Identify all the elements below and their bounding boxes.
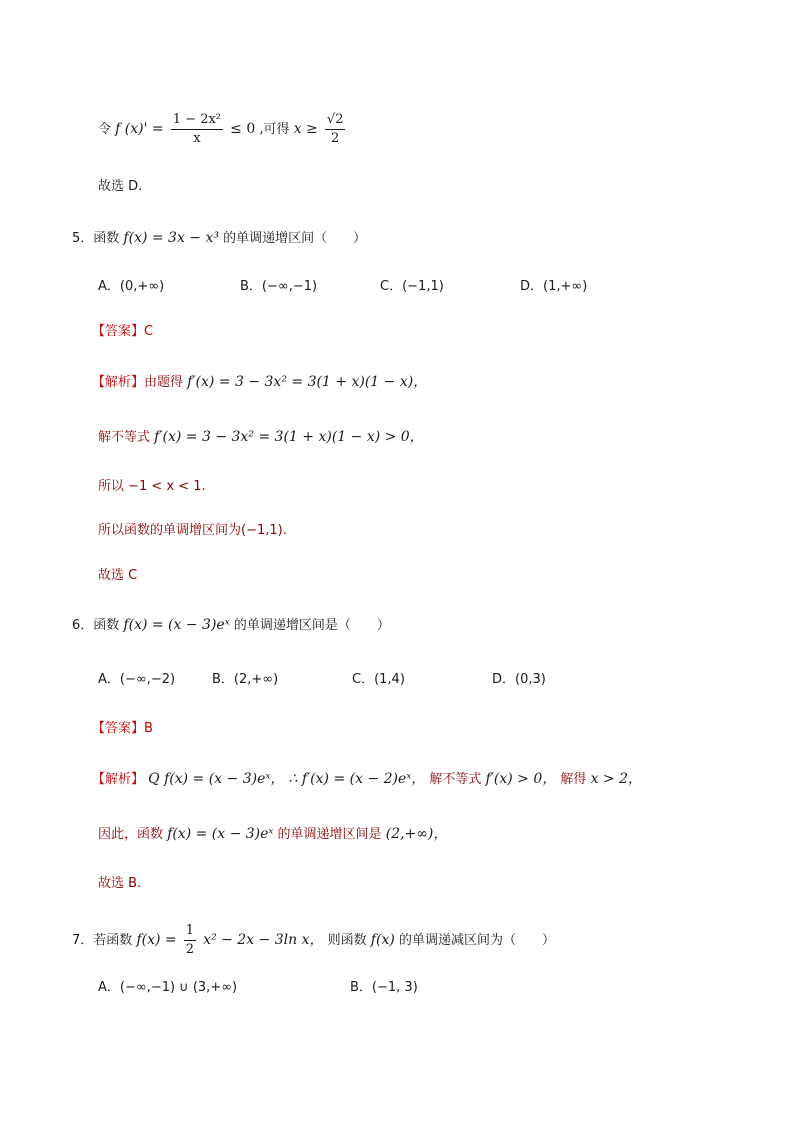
derivative-condition-line [98,112,348,147]
q5-option-a: A．(0,+∞) [98,279,165,294]
derivative-expr: f (x)' = [115,121,164,137]
q5-answer: 【答案】C [92,324,154,339]
q5-choose: 故选 C [98,568,138,583]
q6-sol1-c: 解不等式 [429,772,482,787]
q6-option-b: B．(2,+∞) [212,672,279,687]
q5-stem-expr: f(x) = 3x − x³ [123,230,219,246]
q5-option-c: C．(−1,1) [380,279,444,294]
q6-solution-line-2 [98,824,447,845]
q5-solution-line-2 [98,427,424,448]
q7-stem-f: f(x) = [136,932,177,948]
q5-solution-tag: 【解析】 [92,375,145,390]
q5-sol2-expr: f′(x) = 3 − 3x² = 3(1 + x)(1 − x) > 0， [154,429,424,445]
q7-stem [72,923,555,958]
q7-fraction-numerator: 1 [184,923,196,941]
q5-sol1-text: 由题得 [144,375,184,390]
q7-option-b: B．(−1, 3) [350,980,418,995]
q6-choose: 故选 B. [98,876,142,891]
q6-sol1-a: Q f(x) = (x − 3)eˣ， [148,771,285,787]
fraction-numerator: 1 − 2x² [171,112,223,130]
result-fraction [325,112,346,147]
q6-sol2-b: f(x) = (x − 3)eˣ [167,826,274,842]
q6-stem-pre: 6．函数 [72,618,120,633]
q6-option-a: A．(−∞,−2) [98,672,176,687]
q5-stem [72,228,366,249]
q6-stem-post: 的单调递增区间是（ ） [233,618,390,633]
q5-option-d: D．(1,+∞) [520,279,588,294]
q7-stem-pre: 7．若函数 [72,933,133,948]
q7-stem-mid: 则函数 [327,933,367,948]
q7-option-a: A．(−∞,−1) ∪ (3,+∞) [98,980,238,995]
q7-fraction-denominator: 2 [185,942,195,957]
q5-stem-pre: 5．函数 [72,231,120,246]
q5-stem-post: 的单调递增区间（ ） [223,231,367,246]
q7-stem-rest: x² − 2x − 3ln x， [203,932,324,948]
q6-sol2-a: 因此，函数 [98,827,164,842]
q5-sol1-expr: f′(x) = 3 − 3x² = 3(1 + x)(1 − x)， [187,374,428,390]
q6-option-c: C．(1,4) [352,672,405,687]
fraction [171,112,223,147]
q5-solution-line-3: 所以 −1 < x < 1. [98,479,206,494]
q6-sol1-b: ∴ f′(x) = (x − 2)eˣ， [288,771,426,787]
q5-solution-line-1 [92,372,427,393]
q7-fraction [184,923,196,958]
q5-sol2-text: 解不等式 [98,430,151,445]
q6-stem [72,615,390,636]
choose-d: 故选 D. [98,179,143,194]
q5-option-b: B．(−∞,−1) [240,279,318,294]
q5-solution-line-4: 所以函数的单调增区间为(−1,1). [98,523,287,538]
then-text: ,可得 [259,122,290,137]
q6-sol1-d: f′(x) > 0， [485,771,557,787]
q6-option-d: D．(0,3) [492,672,546,687]
q6-sol2-c: 的单调递增区间是 [277,827,382,842]
q6-solution-tag: 【解析】 [92,772,145,787]
lead-text: 令 [98,122,112,137]
q6-sol2-d: (2,+∞)， [385,826,448,842]
q6-answer: 【答案】B [92,721,153,736]
q6-stem-expr: f(x) = (x − 3)eˣ [123,617,230,633]
q6-sol1-f: x > 2， [590,771,642,787]
result-expr: x ≥ [293,121,318,137]
condition: ≤ 0 [230,121,256,137]
q6-sol1-e: 解得 [560,772,587,787]
result-numerator: √2 [325,112,346,130]
result-denominator: 2 [331,131,340,146]
q7-stem-post: 的单调递减区间为（ ） [398,933,555,948]
q6-solution-line-1 [92,769,642,790]
fraction-denominator: x [193,131,201,146]
q7-stem-f2: f(x) [370,932,395,948]
